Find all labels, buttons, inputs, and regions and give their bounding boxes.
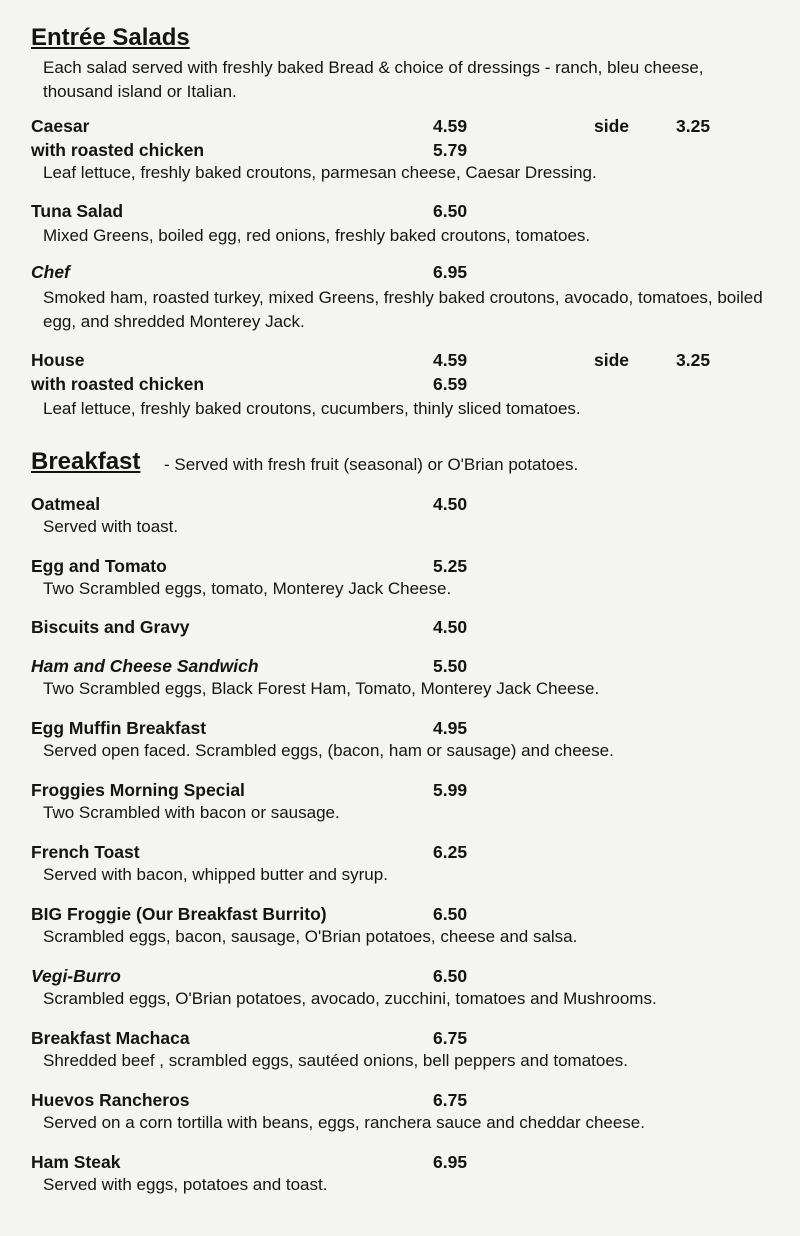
item-name: Chef (31, 262, 70, 282)
item-description: Scrambled eggs, O'Brian potatoes, avocado, zucchini, tomatoes and Mushrooms. (43, 989, 657, 1008)
item-name: House (31, 350, 85, 370)
item-price: 6.50 (433, 966, 468, 986)
item-description: Mixed Greens, boiled egg, red onions, freshly baked croutons, tomatoes. (43, 226, 591, 245)
item-name: Oatmeal (31, 494, 101, 514)
item-name: Tuna Salad (31, 201, 124, 221)
item-name: with roasted chicken (31, 374, 205, 394)
item-name: Ham Steak (31, 1152, 121, 1172)
item-description: Leaf lettuce, freshly baked croutons, cucumbers, thinly sliced tomatoes. (43, 399, 581, 418)
item-price: 4.50 (433, 617, 468, 637)
item-price: 6.95 (433, 1152, 468, 1172)
item-description: Served with eggs, potatoes and toast. (43, 1175, 328, 1194)
item-name: Froggies Morning Special (31, 780, 245, 800)
item-name: Ham and Cheese Sandwich (31, 656, 259, 676)
item-description: Shredded beef , scrambled eggs, sautéed onions, bell peppers and tomatoes. (43, 1051, 628, 1070)
item-price: 6.59 (433, 374, 468, 394)
item-description: Served open faced. Scrambled eggs, (bacon, ham or sausage) and cheese. (43, 741, 614, 760)
item-price: 6.50 (433, 201, 468, 221)
item-price: 6.50 (433, 904, 468, 924)
item-price: 4.50 (433, 494, 468, 514)
item-price: 4.59 (433, 350, 468, 370)
item-name: Breakfast Machaca (31, 1028, 190, 1048)
breakfast-note: - Served with fresh fruit (seasonal) or O'Brian potatoes. (164, 455, 579, 474)
item-name: BIG Froggie (Our Breakfast Burrito) (31, 904, 327, 924)
item-name: Biscuits and Gravy (31, 617, 190, 637)
item-description: Two Scrambled eggs, tomato, Monterey Jack Cheese. (43, 579, 452, 598)
item-price: 5.50 (433, 656, 468, 676)
item-price: 4.59 (433, 116, 468, 136)
item-price: 5.25 (433, 556, 468, 576)
item-price: 6.75 (433, 1028, 468, 1048)
item-description: Scrambled eggs, bacon, sausage, O'Brian potatoes, cheese and salsa. (43, 927, 578, 946)
item-description: Served with bacon, whipped butter and syrup. (43, 865, 388, 884)
item-price: 6.95 (433, 262, 468, 282)
item-price: 5.99 (433, 780, 468, 800)
item-description: Smoked ham, roasted turkey, mixed Greens, freshly baked croutons, avocado, tomatoes, boiled egg, and shredded Monterey Jack. (43, 288, 763, 331)
item-name: French Toast (31, 842, 140, 862)
item-price: 6.25 (433, 842, 468, 862)
side-price: 3.25 (676, 350, 711, 370)
side-price: 3.25 (676, 116, 711, 136)
item-price: 6.75 (433, 1090, 468, 1110)
item-description: Served with toast. (43, 517, 179, 536)
item-description: Two Scrambled with bacon or sausage. (43, 803, 340, 822)
side-label: side (594, 116, 630, 136)
item-name: Huevos Rancheros (31, 1090, 190, 1110)
breakfast-title: Breakfast (31, 448, 141, 475)
item-description: Served on a corn tortilla with beans, eggs, ranchera sauce and cheddar cheese. (43, 1113, 645, 1132)
item-name: Caesar (31, 116, 90, 136)
item-name: Egg Muffin Breakfast (31, 718, 207, 738)
salads-title: Entrée Salads (31, 24, 190, 51)
item-price: 4.95 (433, 718, 468, 738)
side-label: side (594, 350, 630, 370)
item-name: Egg and Tomato (31, 556, 167, 576)
item-price: 5.79 (433, 140, 468, 160)
item-description: Leaf lettuce, freshly baked croutons, parmesan cheese, Caesar Dressing. (43, 163, 597, 182)
item-name: Vegi-Burro (31, 966, 121, 986)
item-description: Two Scrambled eggs, Black Forest Ham, Tomato, Monterey Jack Cheese. (43, 679, 600, 698)
item-name: with roasted chicken (31, 140, 205, 160)
salads-intro: Each salad served with freshly baked Bread & choice of dressings - ranch, bleu cheese, thousand island or Italian. (43, 58, 704, 101)
